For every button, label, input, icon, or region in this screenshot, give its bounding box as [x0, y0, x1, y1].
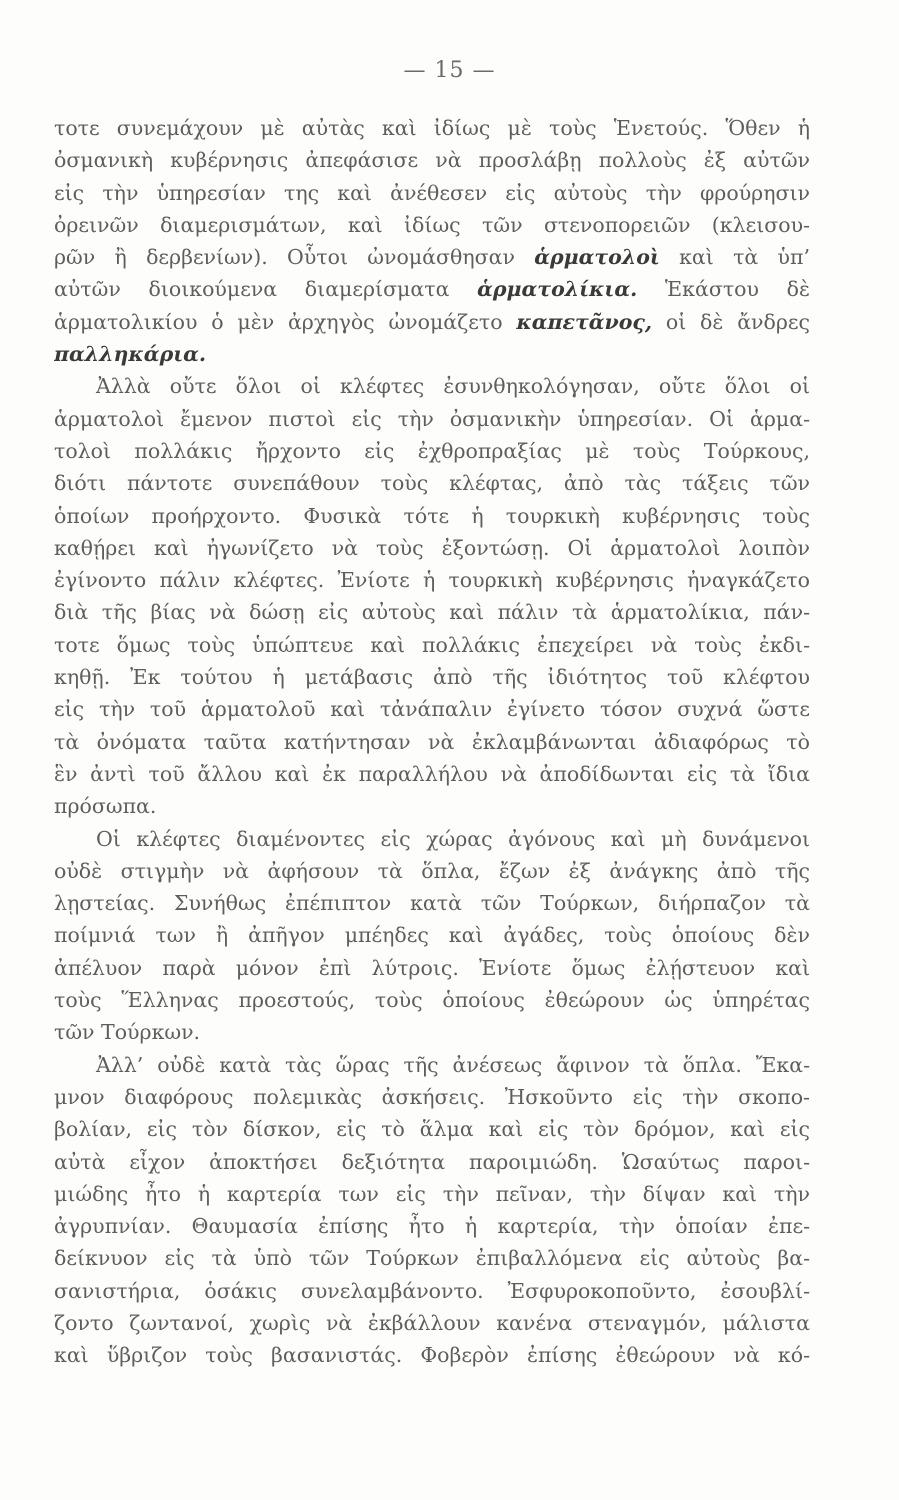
text-line: βολίαν, εἰς τὸν δίσκον, εἰς τὸ ἅλμα καὶ εἰς τὸν δρόμον, καὶ εἰς: [54, 1117, 810, 1142]
text-line: οὐδὲ στιγμὴν νὰ ἀφήσουν τὰ ὅπλα, ἔζων ἐξ ἀνάγκης ἀπὸ τῆς: [54, 858, 810, 883]
text-fragment: ἁρματολικίου ὁ μὲν ἀρχηγὸς ὠνομάζετο: [54, 309, 517, 334]
text-line: τοτε συνεμάχουν μὲ αὐτὰς καὶ ἰδίως μὲ τοὺς Ἑνετούς. Ὅθεν ἡ: [54, 116, 810, 140]
text-line: [54, 241, 810, 273]
text-fragment: καὶ τὰ ὑπ’: [659, 245, 810, 270]
text-line: ποίμνιά των ἢ ἀπῆγον μπέηδες καὶ ἀγάδες, τοὺς ὁποίους δὲν: [54, 923, 810, 948]
text-fragment: αὐτῶν διοικούμενα διαμερίσματα: [54, 277, 478, 302]
text-line: [54, 273, 810, 305]
text-line: αὐτὰ εἶχον ἀποκτήσει δεξιότητα παροιμιώδη. Ὡσαύτως παροι-: [54, 1149, 810, 1174]
text-line: διὰ τῆς βίας νὰ δώσῃ εἰς αὐτοὺς καὶ πάλιν τὰ ἁρματολίκια, πάν-: [54, 600, 810, 625]
text-line: ἁρματολοὶ ἔμενον πιστοὶ εἰς τὴν ὀσμανικὴν ὑπηρεσίαν. Οἱ ἁρμα-: [54, 406, 810, 431]
term-armatolikia: ἁρματολίκια.: [477, 277, 638, 302]
text-line: πρόσωπα.: [54, 794, 157, 819]
text-line: τοτε ὅμως τοὺς ὑπώπτευε καὶ πολλάκις ἐπεχείρει νὰ τοὺς ἐκδι-: [54, 632, 810, 657]
text-line: Ἀλλ’ οὐδὲ κατὰ τὰς ὥρας τῆς ἀνέσεως ἄφινον τὰ ὅπλα. Ἔκα-: [96, 1052, 810, 1077]
text-line: καθῄρει καὶ ἠγωνίζετο νὰ τοὺς ἐξοντώσῃ. Οἱ ἁρματολοὶ λοιπὸν: [54, 535, 810, 560]
text-line: ἀγρυπνίαν. Θαυμασία ἐπίσης ἦτο ἡ καρτερία, τὴν ὁποίαν ἐπε-: [54, 1214, 810, 1239]
text-line: μιώδης ἦτο ἡ καρτερία των εἰς τὴν πεῖναν, τὴν δίψαν καὶ τὴν: [54, 1181, 810, 1206]
text-line: ἐγίνοντο πάλιν κλέφτες. Ἐνίοτε ἡ τουρκικὴ κυβέρνησις ἠναγκάζετο: [54, 568, 810, 593]
text-line: εἰς τὴν τοῦ ἁρματολοῦ καὶ τἀνάπαλιν ἐγίνετο τόσον συχνά ὥστε: [54, 697, 810, 722]
term-pallikaria: παλληκάρια.: [54, 342, 207, 367]
text-line: Ἀλλὰ οὔτε ὅλοι οἱ κλέφτες ἐσυνθηκολόγησαν, οὔτε ὅλοι οἱ: [96, 374, 810, 399]
text-fragment: οἱ δὲ ἄνδρες: [652, 309, 810, 334]
text-line: τολοὶ πολλάκις ἤρχοντο εἰς ἐχθροπραξίας μὲ τοὺς Τούρκους,: [54, 438, 810, 463]
page-number: — 15 —: [403, 58, 496, 83]
term-armatoloi: ἁρματολοὶ: [534, 245, 660, 270]
text-line: [54, 338, 810, 370]
text-line: τοὺς Ἕλληνας προεστούς, τοὺς ὁποίους ἐθεώρουν ὡς ὑπηρέτας: [54, 988, 810, 1013]
text-line: [54, 306, 810, 338]
text-line: διότι πάντοτε συνεπάθουν τοὺς κλέφτας, ἀπὸ τὰς τάξεις τῶν: [54, 471, 810, 496]
text-line: ὀρεινῶν διαμερισμάτων, καὶ ἰδίως τῶν στενοπορειῶν (κλεισου-: [54, 212, 810, 237]
term-kapetanos: καπετᾶνος,: [516, 309, 653, 334]
text-line: μνον διαφόρους πολεμικὰς ἀσκήσεις. Ἠσκοῦντο εἰς τὴν σκοπο-: [54, 1084, 810, 1109]
text-line: τὰ ὀνόματα ταῦτα κατήντησαν νὰ ἐκλαμβάνωνται ἀδιαφόρως τὸ: [54, 729, 810, 754]
text-line: ἓν ἀντὶ τοῦ ἄλλου καὶ ἐκ παραλλήλου νὰ ἀποδίδωνται εἰς τὰ ἴδια: [54, 761, 810, 786]
text-line: τῶν Τούρκων.: [54, 1020, 201, 1045]
text-line: ὀσμανικὴ κυβέρνησις ἀπεφάσισε νὰ προσλάβῃ πολλοὺς ἐξ αὐτῶν: [54, 148, 810, 173]
text-fragment: ρῶν ἢ δερβενίων). Οὗτοι ὠνομάσθησαν: [54, 245, 535, 270]
text-line: λῃστείας. Συνήθως ἐπέπιπτον κατὰ τῶν Τούρκων, διήρπαζον τὰ: [54, 891, 810, 916]
text-fragment: Ἑκάστου δὲ: [637, 277, 810, 302]
text-line: ζοντο ζωντανοί, χωρὶς νὰ ἐκβάλλουν κανένα στεναγμόν, μάλιστα: [54, 1310, 810, 1335]
text-line: δείκνυον εἰς τὰ ὑπὸ τῶν Τούρκων ἐπιβαλλόμενα εἰς αὐτοὺς βα-: [54, 1246, 810, 1271]
text-line: καὶ ὕβριζον τοὺς βασανιστάς. Φοβερὸν ἐπίσης ἐθεώρουν νὰ κό-: [54, 1343, 810, 1368]
text-line: εἰς τὴν ὑπηρεσίαν της καὶ ἀνέθεσεν εἰς αὐτοὺς τὴν φρούρησιν: [54, 180, 810, 205]
text-line: κηθῇ. Ἐκ τούτου ἡ μετάβασις ἀπὸ τῆς ἰδιότητος τοῦ κλέφτου: [54, 665, 810, 690]
text-line: ὁποίων προήρχοντο. Φυσικὰ τότε ἡ τουρκικὴ κυβέρνησις τοὺς: [54, 503, 810, 528]
text-line: Οἱ κλέφτες διαμένοντες εἰς χώρας ἀγόνους καὶ μὴ δυνάμενοι: [96, 826, 810, 851]
text-line: ἀπέλυον παρὰ μόνον ἐπὶ λύτροις. Ἐνίοτε ὅμως ἐλῄστευον καὶ: [54, 955, 810, 980]
body-text: [54, 112, 810, 1372]
text-line: σανιστήρια, ὁσάκις συνελαμβάνοντο. Ἐσφυροκοποῦντο, ἐσουβλί-: [54, 1278, 810, 1303]
